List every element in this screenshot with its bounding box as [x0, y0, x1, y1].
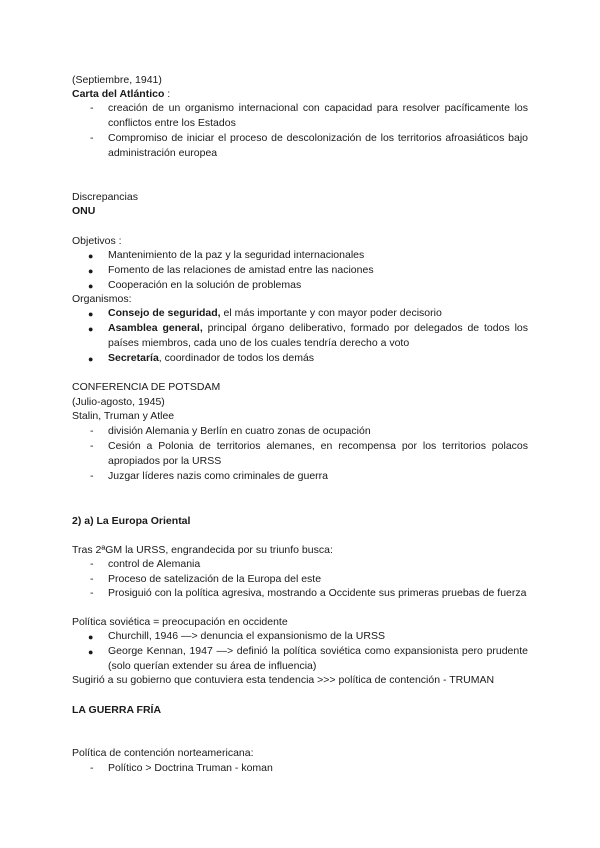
organismo-name: Secretaría [108, 352, 159, 364]
discrepancias-label: Discrepancias [72, 191, 138, 203]
organismo-item [108, 351, 528, 366]
list-dash: - [90, 470, 94, 482]
bullet-dot: ● [88, 251, 94, 261]
carta-item-1: creación de un organismo internacional con capacidad para resolver pacíficamente los conflictos entre los Estados [108, 102, 528, 129]
potsdam-people: Stalin, Truman y Atlee [72, 410, 175, 422]
list-dash: - [90, 587, 94, 599]
carta-title-text: Carta del Atlántico [72, 88, 165, 100]
bullet-dot: ● [88, 354, 94, 364]
politica-sovietica: Política soviética = preocupación en occidente [72, 616, 288, 628]
guerra-fria-heading: LA GUERRA FRÍA [72, 704, 162, 716]
objetivo-item: Mantenimiento de la paz y la seguridad internacionales [108, 249, 365, 261]
onu-heading: ONU [72, 205, 96, 217]
europa-item: Proceso de satelización de la Europa del este [108, 573, 322, 585]
politica-bullet: George Kennan, 1947 —> definió la política soviética como expansionista pero prudente (solo querían extender su área de influencia) [108, 645, 528, 672]
objetivo-item: Fomento de las relaciones de amistad entre las naciones [108, 264, 374, 276]
europa-item: Prosiguió con la política agresiva, mostrando a Occidente sus primeras pruebas de fuerza [108, 587, 527, 599]
europa-intro: Tras 2ªGM la URSS, engrandecida por su triunfo busca: [72, 544, 333, 556]
organismo-desc: el más importante y con mayor poder decisorio [220, 307, 442, 319]
list-dash: - [90, 558, 94, 570]
contencion-item: Político > Doctrina Truman - koman [108, 762, 273, 774]
organismo-item [108, 321, 528, 351]
list-dash: - [90, 132, 94, 144]
organismo-name: Consejo de seguridad, [108, 307, 221, 319]
objetivos-label: Objetivos : [72, 235, 122, 247]
bullet-dot: ● [88, 647, 94, 657]
bullet-dot: ● [88, 632, 94, 642]
carta-title-suffix: : [164, 88, 171, 100]
bullet-dot: ● [88, 324, 94, 334]
carta-date: (Septiembre, 1941) [72, 74, 162, 86]
bullet-dot: ● [88, 309, 94, 319]
organismo-item [108, 306, 528, 321]
potsdam-item: Juzgar líderes nazis como criminales de guerra [108, 470, 329, 482]
europa-item: control de Alemania [108, 558, 201, 570]
organismo-name: Asamblea general, [108, 322, 203, 334]
carta-item-2: Compromiso de iniciar el proceso de descolonización de los territorios afroasiáticos bajo administración europea [108, 132, 528, 159]
list-dash: - [90, 762, 94, 774]
organismo-desc: , coordinador de todos los demás [158, 352, 315, 364]
list-dash: - [90, 102, 94, 114]
objetivo-item: Cooperación en la solución de problemas [108, 279, 302, 291]
sugirio-line: Sugirió a su gobierno que contuviera esta tendencia >>> política de contención - TRUMAN [72, 674, 495, 686]
list-dash: - [90, 573, 94, 585]
contencion-label: Política de contención norteamericana: [72, 747, 254, 759]
potsdam-item: división Alemania y Berlín en cuatro zonas de ocupación [108, 425, 371, 437]
organismos-label: Organismos: [72, 293, 132, 305]
bullet-dot: ● [88, 266, 94, 276]
list-dash: - [90, 425, 94, 437]
europa-oriental-heading: 2) a) La Europa Oriental [72, 515, 191, 527]
carta-title [72, 87, 170, 102]
potsdam-item: Cesión a Polonia de territorios alemanes, en recompensa por los territorios polacos apropiados por la URSS [108, 440, 528, 467]
politica-bullet: Churchill, 1946 —> denuncia el expansionismo de la URSS [108, 630, 385, 642]
bullet-dot: ● [88, 281, 94, 291]
potsdam-date: (Julio-agosto, 1945) [72, 396, 165, 408]
potsdam-title: CONFERENCIA DE POTSDAM [72, 381, 221, 393]
organismo-desc: principal órgano deliberativo, formado por delegados de todos los países miembros, cada uno de los cuales tendría derecho a voto [108, 322, 528, 349]
list-dash: - [90, 440, 94, 452]
